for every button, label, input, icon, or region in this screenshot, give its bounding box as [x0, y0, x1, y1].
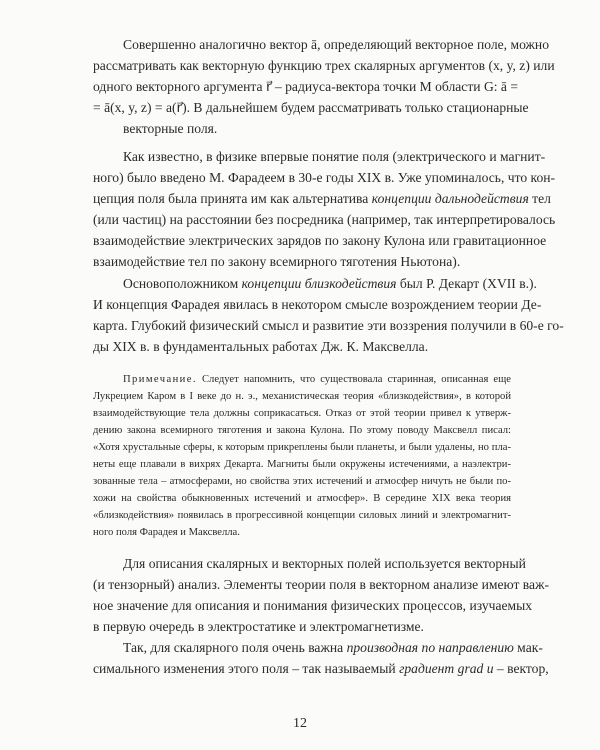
text-line: ды XIX в. в фундаментальных работах Дж. К. Максвелла. [93, 339, 429, 354]
text-run: Так, для скалярного поля очень важна [123, 640, 347, 655]
text-line: «Хотя хрустальные сферы, к которым прикреплены были планеты, и были удалены, но пла- [93, 442, 511, 453]
text-line [93, 273, 537, 294]
text-line [93, 188, 551, 209]
paragraph-descartes [93, 273, 564, 357]
text-line: рассматривать как векторную функцию трех скалярных аргументов (x, y, z) или [93, 58, 555, 73]
text-line: Для описания скалярных и векторных полей используется векторный [123, 556, 526, 571]
text-line: взаимодействие электрических зарядов по закону Кулона или гравитационное [93, 233, 547, 248]
term-gradient: градиент grad u [399, 661, 494, 676]
term-directional-derivative: производная по направлению [346, 640, 514, 655]
text-line: одного векторного аргумента r⃗ – радиуса-вектора точки M области G: ā = [93, 79, 519, 94]
text-run: Следует напомнить, что существовала старинная, описанная еще [196, 374, 511, 385]
text-line: = ā(x, y, z) = a(r⃗). В дальнейшем будем рассматривать только стационарные [93, 100, 529, 115]
text-run: тел [528, 191, 551, 206]
term-long-range-action: концепции дальнодействия [371, 191, 529, 206]
text-run: – вектор, [493, 661, 549, 676]
term-short-range-action: концепции близкодействия [241, 276, 397, 291]
text-line: взаимодействующие тела должны соприкасаться. Отказ от этой теории привел к утверж- [93, 408, 511, 419]
text-line [93, 658, 549, 679]
text-line [93, 637, 543, 658]
text-line: хожи на свойства обыкновенных истечений и атмосфер». В середине XIX века теория [93, 493, 511, 504]
text-line: взаимодействие тел по закону всемирного тяготения Ньютона). [93, 254, 461, 269]
text-line: (и тензорный) анализ. Элементы теории поля в векторном анализе имеют важ- [93, 577, 549, 592]
text-line: Лукрецием Каром в I веке до н. э., механистическая теория «близкодействия», в которой [93, 391, 511, 402]
note-label: Примечание. [123, 374, 197, 385]
paragraph-faraday [93, 146, 556, 272]
paragraph-gradient [93, 637, 549, 679]
text-line [93, 371, 511, 388]
text-line: (или частиц) на расстоянии без посредника (например, так интерпретировалось [93, 212, 556, 227]
page-number: 12 [293, 716, 307, 731]
paragraph-vector-field [93, 34, 555, 139]
text-run: был Р. Декарт (XVII в.). [396, 276, 537, 291]
text-line: в первую очередь в электростатике и электромагнетизме. [93, 619, 424, 634]
text-line: зованные тела – атмосферами, но свойства этих истечений и атмосфер ничуть не были по- [93, 476, 511, 487]
text-line: Совершенно аналогично вектор ā, определяющий векторное поле, можно [123, 37, 549, 52]
text-line: ного поля Фарадея и Максвелла. [93, 527, 240, 538]
text-line: ное значение для описания и понимания физических процессов, изучаемых [93, 598, 533, 613]
text-run: Основоположником [123, 276, 242, 291]
text-line: векторные поля. [123, 121, 218, 136]
text-line: дению закона всемирного тяготения и закона Кулона. По этому поводу Максвелл писал: [93, 425, 511, 436]
text-line: Как известно, в физике впервые понятие поля (электрического и магнит- [123, 149, 546, 164]
text-run: симального изменения этого поля – так называемый [93, 661, 400, 676]
text-run: мак- [513, 640, 543, 655]
text-line: ного) было введено М. Фарадеем в 30-е годы XIX в. Уже упоминалось, что кон- [93, 170, 556, 185]
text-line: И концепция Фарадея явилась в некотором смысле возрождением теории Де- [93, 297, 542, 312]
paragraph-vector-analysis [93, 553, 549, 637]
note-block [93, 371, 511, 541]
text-run: цепция поля была принята им как альтернатива [93, 191, 372, 206]
text-line: «близкодействия» появилась в прогрессивной концепции силовых линий и электромагнит- [93, 510, 511, 521]
text-line: карта. Глубокий физический смысл и развитие эти воззрения получили в 60-е го- [93, 318, 564, 333]
text-line: неты еще плавали в вихрях Декарта. Магниты были окружены истечениями, а наэлектри- [93, 459, 511, 470]
